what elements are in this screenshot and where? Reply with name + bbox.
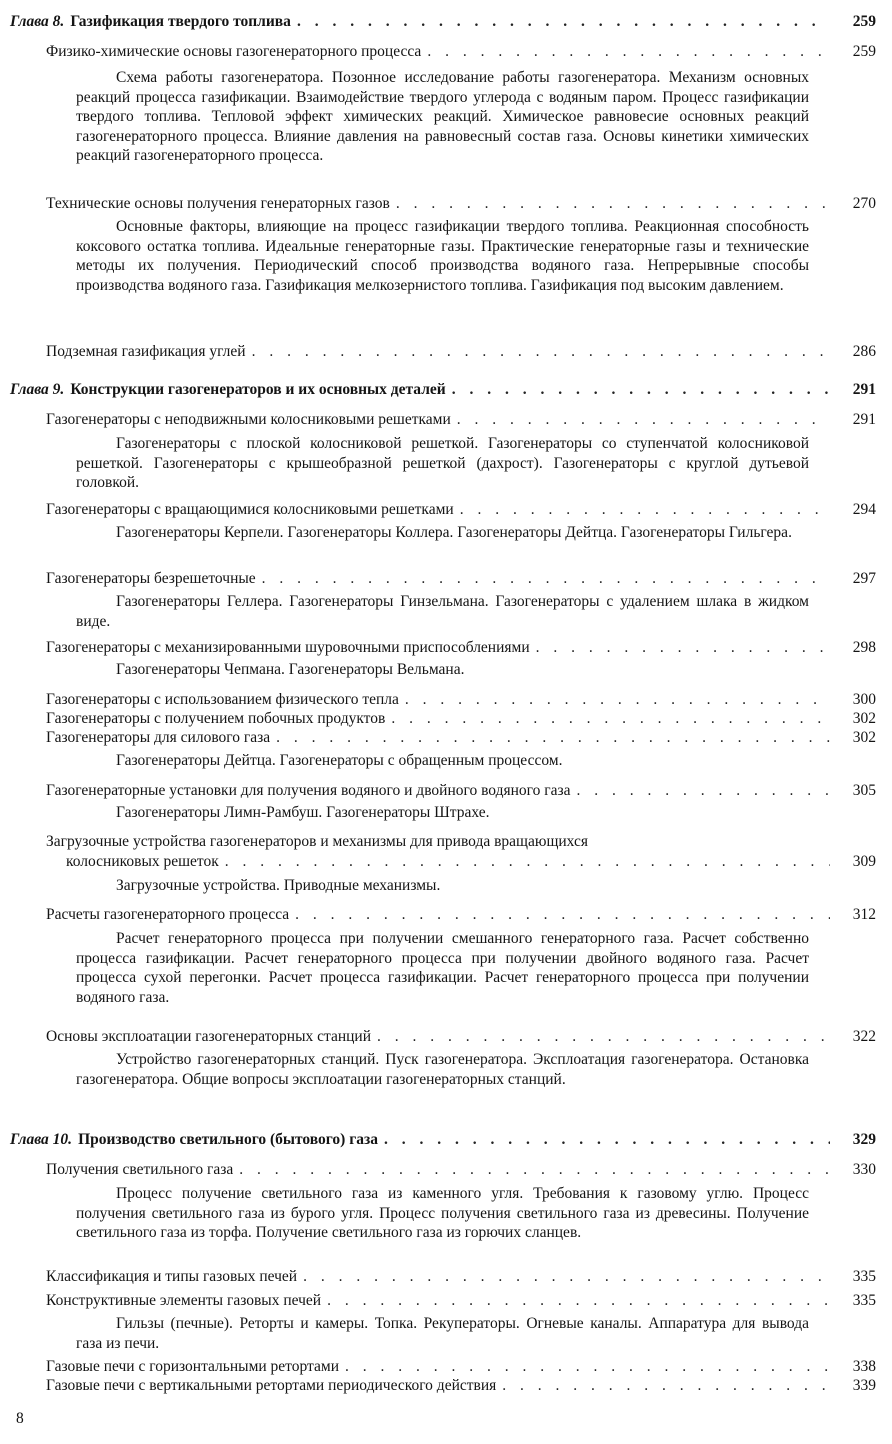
page-number: 335 <box>852 1268 876 1285</box>
entry-title: Основы эксплоатации газогенераторных станций <box>46 1028 372 1045</box>
toc-entry <box>46 1376 876 1396</box>
entry-title: Газовые печи с горизонтальными ретортами <box>46 1358 339 1375</box>
entry-description: Газогенераторы Чепмана. Газогенераторы Вельмана. <box>116 661 465 678</box>
chapter-title: Газификация твердого топлива <box>70 13 291 30</box>
chapter-label: Глава 8. <box>10 13 65 30</box>
entry-description: Устройство газогенераторных станций. Пуск газогенератора. Эксплоатация газогенератора. Остановка газогенератора. Общие вопросы эксплоатации газогенераторных станций. <box>76 1051 809 1088</box>
page-number: 286 <box>852 343 876 360</box>
entry-description: Газогенераторы Дейтца. Газогенераторы с обращенным процессом. <box>116 752 563 769</box>
entry-title: Газогенераторы с использованием физического тепла <box>46 691 399 708</box>
chapter-label: Глава 10. <box>10 1131 73 1148</box>
dot-leader <box>252 342 830 362</box>
page-folio: 8 <box>16 1410 24 1427</box>
toc-entry <box>46 500 876 520</box>
dot-leader <box>297 12 830 32</box>
dot-leader <box>295 905 830 925</box>
dot-leader <box>427 42 830 62</box>
chapter-8-heading <box>10 12 876 32</box>
entry-title: Получения светильного газа <box>46 1161 234 1178</box>
page-number: 300 <box>852 691 876 708</box>
page-number: 259 <box>852 43 876 60</box>
entry-title: Загрузочные устройства газогенераторов и механизмы для привода вращающихся <box>46 833 588 850</box>
toc-entry <box>46 194 876 214</box>
entry-title: Газогенераторные установки для получения водяного и двойного водяного газа <box>46 782 571 799</box>
page-number: 338 <box>852 1358 876 1375</box>
dot-leader <box>452 380 830 400</box>
page-number: 302 <box>852 729 876 746</box>
entry-title: Физико-химические основы газогенераторного процесса <box>46 43 422 60</box>
dot-leader <box>377 1027 830 1047</box>
page-number: 270 <box>852 195 876 212</box>
page-number: 309 <box>852 853 876 870</box>
entry-description: Схема работы газогенератора. Позонное исследование работы газогенератора. Механизм основных реакций процесса газификации. Взаимодействие твердого углерода с водяным паром. Процесс газификации твердого топлива. Тепловой эффект химических реакций. Химическое равновесие основных реакций газогенераторного процесса. Влияние давления на равновесный состав газа. Основы кинетики химических реакций газогенераторного процесса. <box>76 69 809 164</box>
entry-description: Газогенераторы Лимн-Рамбуш. Газогенераторы Штрахе. <box>116 804 490 821</box>
toc-entry <box>46 728 876 748</box>
page-number: 298 <box>852 639 876 656</box>
entry-description: Основные факторы, влияющие на процесс газификации твердого топлива. Реакционная способность коксового остатка топлива. Идеальные генераторные газы. Практические генераторные газы и технические методы их получения. Периодический способ производства водяного газа. Непрерывные способы производства водяного газа. Газификация мелкозернистого топлива. Газификация под высоким давлением. <box>76 218 809 294</box>
chapter-10-heading <box>10 1130 876 1150</box>
entry-description: Газогенераторы Керпели. Газогенераторы Коллера. Газогенераторы Дейтца. Газогенераторы Гильгера. <box>116 524 792 541</box>
page-number: 330 <box>852 1161 876 1178</box>
dot-leader <box>239 1160 830 1180</box>
toc-entry <box>46 42 876 62</box>
dot-leader <box>391 709 830 729</box>
dot-leader <box>396 194 830 214</box>
entry-title: Газогенераторы с получением побочных продуктов <box>46 710 386 727</box>
dot-leader <box>303 1267 830 1287</box>
entry-description: Гильзы (печные). Реторты и камеры. Топка. Рекуператоры. Огневые каналы. Аппаратура для вывода газа из печи. <box>76 1315 809 1352</box>
page-number: 312 <box>852 906 876 923</box>
page-number: 339 <box>852 1377 876 1394</box>
entry-title: Подземная газификация углей <box>46 343 246 360</box>
toc-entry <box>46 690 876 710</box>
toc-entry <box>46 1267 876 1287</box>
entry-title: Газогенераторы с механизированными шуровочными приспособлениями <box>46 639 530 656</box>
entry-title: Классификация и типы газовых печей <box>46 1268 298 1285</box>
dot-leader <box>276 728 830 748</box>
toc-entry <box>46 1160 876 1180</box>
toc-entry <box>46 709 876 729</box>
entry-title: Конструктивные элементы газовых печей <box>46 1292 322 1309</box>
entry-description: Газогенераторы с плоской колосниковой решеткой. Газогенераторы со ступенчатой колосниковой решеткой. Газогенераторы с крышеобразной решеткой (дахрост). Газогенераторы с круглой дутьевой головкой. <box>76 435 809 491</box>
entry-title: Газогенераторы безрешеточные <box>46 570 256 587</box>
entry-description: Процесс получение светильного газа из каменного угля. Требования к газовому углю. Процесс получения светильного газа из бурого угля. Процесс получения светильного газа из древесины. Получение светильного газа из торфа. Получение светильного газа из горючих сланцев. <box>76 1185 809 1241</box>
page-number: 259 <box>852 13 876 30</box>
dot-leader <box>345 1357 830 1377</box>
toc-entry <box>46 638 876 658</box>
toc-entry <box>46 781 876 801</box>
dot-leader <box>262 569 830 589</box>
chapter-label: Глава 9. <box>10 381 65 398</box>
page-number: 297 <box>852 570 876 587</box>
entry-title: Расчеты газогенераторного процесса <box>46 906 290 923</box>
chapter-title: Конструкции газогенераторов и их основных деталей <box>70 381 446 398</box>
toc-entry <box>46 410 876 430</box>
entry-description: Расчет генераторного процесса при получении смешанного генераторного газа. Расчет собственно процесса газификации. Расчет генераторного процесса при получении двойного водяного газа. Расчет процесса сухой перегонки. Расчет процесса газификации. Расчет генераторного процесса при получении водяного газа. <box>76 930 809 1006</box>
entry-title: Газогенераторы с вращающимися колосниковыми решетками <box>46 501 454 518</box>
toc-entry <box>46 342 876 362</box>
chapter-title: Производство светильного (бытового) газа <box>78 1131 378 1148</box>
chapter-9-heading <box>10 380 876 400</box>
dot-leader <box>327 1291 830 1311</box>
toc-entry <box>46 1357 876 1377</box>
dot-leader <box>384 1130 830 1150</box>
toc-entry <box>46 569 876 589</box>
entry-title-continuation: колосниковых решеток <box>66 853 219 870</box>
dot-leader <box>536 638 830 658</box>
page-number: 291 <box>852 411 876 428</box>
toc-entry <box>46 1291 876 1311</box>
toc-entry <box>46 832 876 872</box>
dot-leader <box>405 690 830 710</box>
page-number: 322 <box>852 1028 876 1045</box>
dot-leader <box>457 410 830 430</box>
toc-entry <box>46 1027 876 1047</box>
page-number: 294 <box>852 501 876 518</box>
toc-entry <box>46 905 876 925</box>
dot-leader <box>225 852 830 872</box>
page-number: 329 <box>852 1131 876 1148</box>
entry-title: Газогенераторы с неподвижными колосниковыми решетками <box>46 411 451 428</box>
page-number: 305 <box>852 782 876 799</box>
entry-description: Загрузочные устройства. Приводные механизмы. <box>116 877 441 894</box>
entry-title: Газовые печи с вертикальными ретортами периодического действия <box>46 1377 497 1394</box>
page-number: 302 <box>852 710 876 727</box>
dot-leader <box>460 500 830 520</box>
entry-title: Газогенераторы для силового газа <box>46 729 271 746</box>
dot-leader <box>502 1376 830 1396</box>
page-number: 291 <box>852 381 876 398</box>
dot-leader <box>577 781 830 801</box>
page-number: 335 <box>852 1292 876 1309</box>
entry-description: Газогенераторы Геллера. Газогенераторы Гинзельмана. Газогенераторы с удалением шлака в жидком виде. <box>76 593 809 630</box>
entry-title: Технические основы получения генераторных газов <box>46 195 390 212</box>
